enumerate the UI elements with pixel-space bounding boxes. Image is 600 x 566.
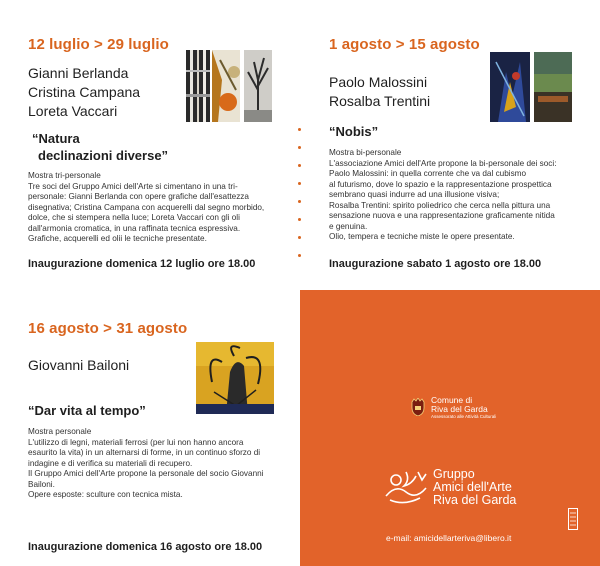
desc-line: sembrano quasi indurre ad una illusione visiva; xyxy=(329,190,500,199)
artwork-campana xyxy=(212,50,240,122)
artwork-bailoni xyxy=(196,342,274,414)
event1-artist-2: Cristina Campana xyxy=(28,84,141,100)
artwork-berlanda xyxy=(186,50,210,122)
event2-title: “Nobis” xyxy=(329,124,379,139)
sponsor-panel xyxy=(300,290,600,566)
gruppo-line2: Amici dell'Arte xyxy=(433,480,512,494)
desc-line: disegnativa; Cristina Campana con acquerelli dal segno morbido, xyxy=(28,202,265,212)
desc-line: Mostra tri-personale xyxy=(28,171,101,180)
desc-line: Tre soci del Gruppo Amici dell'Arte si cimentano in una tri- xyxy=(28,181,238,191)
desc-line: Il Gruppo Amici dell'Arte propone la personale del socio Giovanni xyxy=(28,469,264,478)
event2-dates: 1 agosto > 15 agosto xyxy=(329,36,480,53)
desc-line: dall'armonia cromatica, in una raffinata tecnica espressiva. xyxy=(28,223,241,233)
event3-artist-1: Giovanni Bailoni xyxy=(28,357,130,373)
desc-line: L'utilizzo di legni, materiali ferrosi (per lui non hanno ancora xyxy=(28,437,244,447)
desc-line: e genuina. xyxy=(329,221,368,231)
desc-line: Olio, tempera e tecniche miste le opere presentate. xyxy=(329,232,515,241)
desc-line: personale: Gianni Berlanda con opere grafiche dall'esattezza xyxy=(28,192,249,201)
desc-line: Mostra personale xyxy=(28,427,92,436)
desc-line: dolce, che si stempera nella luce; Loreta Vaccari con gli oli xyxy=(28,213,240,222)
comune-line2: Riva del Garda xyxy=(431,404,488,414)
comune-crest-icon xyxy=(410,398,426,416)
desc-line: esaurito la vita) in un alternarsi di forme, in un continuo sforzo di xyxy=(28,448,261,457)
event3-dates: 16 agosto > 31 agosto xyxy=(28,320,188,337)
comune-line1: Comune di xyxy=(431,395,473,405)
event1-artist-1: Gianni Berlanda xyxy=(28,65,129,81)
event1-artist-3: Loreta Vaccari xyxy=(28,103,118,119)
desc-line: Rosalba Trentini: spirito poliedrico che cerca nella pittura una xyxy=(329,200,551,210)
desc-line: indagine e di verifica su materiali di recupero. xyxy=(28,458,193,468)
desc-line: Opere esposte: sculture con tecnica mista. xyxy=(28,490,183,499)
event2-artist-2: Rosalba Trentini xyxy=(329,93,431,109)
event2-inauguration: Inaugurazione sabato 1 agosto ore 18.00 xyxy=(329,258,542,270)
comune-line3: Assessorato alle Attività Culturali xyxy=(431,414,497,419)
print-seal-icon xyxy=(568,508,578,530)
gruppo-logo-icon xyxy=(380,466,432,506)
artwork-vaccari xyxy=(244,50,272,122)
desc-line: al futurismo, dove lo spazio e la rappresentazione prospettica xyxy=(329,179,552,189)
event2-artist-1: Paolo Malossini xyxy=(329,74,428,90)
desc-line: Bailoni. xyxy=(28,479,55,489)
gruppo-line1: Gruppo xyxy=(433,467,475,481)
email-link[interactable]: e-mail: amicidellarteriva@libero.it xyxy=(386,533,512,543)
event3-inauguration: Inaugurazione domenica 16 agosto ore 18.00 xyxy=(28,541,263,553)
desc-line: sensazione nuova e una rappresentazione graficamente nitida xyxy=(329,211,555,220)
event3-description xyxy=(28,427,264,501)
event2-description xyxy=(329,148,574,243)
gruppo-line3: Riva del Garda xyxy=(433,493,517,507)
event1-dates: 12 luglio > 29 luglio xyxy=(28,36,169,53)
event3-title: “Dar vita al tempo” xyxy=(28,403,146,418)
event1-description xyxy=(28,171,264,245)
event1-inauguration: Inaugurazione domenica 12 luglio ore 18.00 xyxy=(28,258,256,270)
desc-line: Paolo Malossini: in quella corrente che va dal cubismo xyxy=(329,169,527,178)
artwork-trentini xyxy=(534,52,572,122)
desc-line: L'associazione Amici dell'Arte propone la bi-personale dei soci: xyxy=(329,158,557,168)
desc-line: Grafiche, acquerelli ed olii le tecniche presentate. xyxy=(28,234,207,243)
artwork-malossini xyxy=(490,52,530,122)
event1-title-line2: declinazioni diverse” xyxy=(38,148,169,163)
desc-line: Mostra bi-personale xyxy=(329,148,402,157)
event1-title-line1: “Natura xyxy=(32,131,80,146)
